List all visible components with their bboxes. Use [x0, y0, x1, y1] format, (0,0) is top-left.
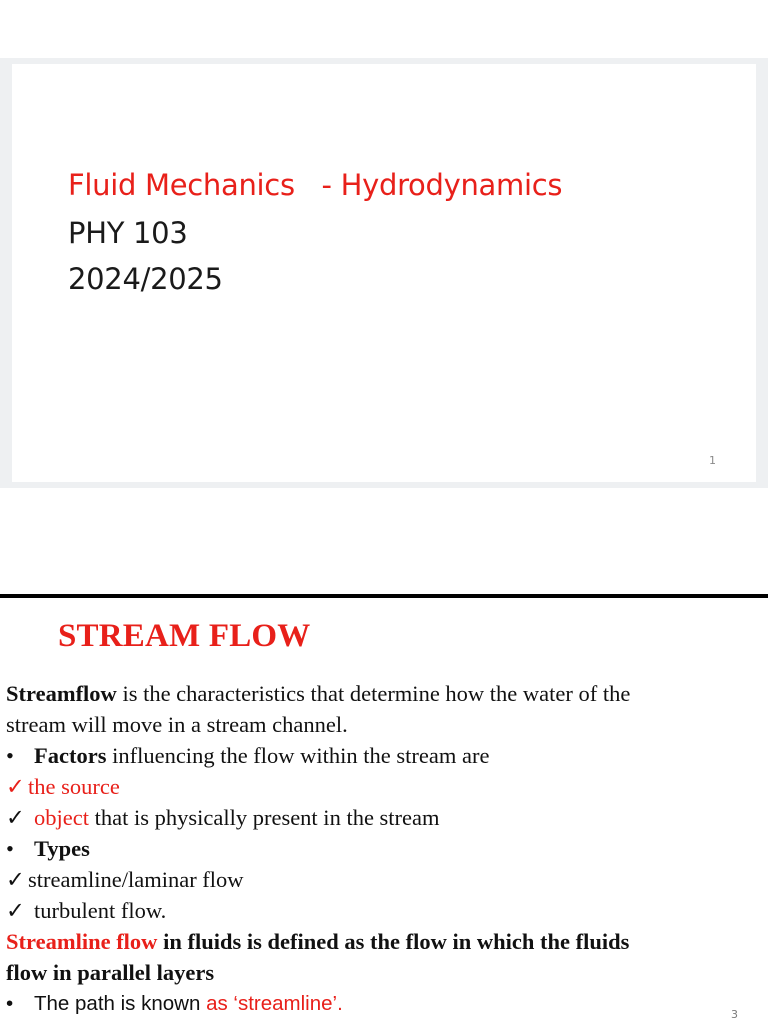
slide-3-page-number: 3 — [731, 1008, 738, 1021]
intro-text: is the characteristics that determine how the water of the — [116, 681, 631, 706]
factor-object-text: that is physically present in the stream — [88, 805, 440, 830]
intro-line-1 — [6, 678, 746, 709]
slide-1 — [12, 64, 756, 482]
bullet-icon: • — [6, 836, 14, 861]
intro-line-2: stream will move in a stream channel. — [6, 712, 348, 737]
definition-term: Streamline flow — [6, 929, 158, 954]
definition-line-1 — [6, 926, 746, 957]
slide-3 — [0, 598, 768, 1024]
list-item — [6, 864, 746, 895]
check-icon: ✓ — [6, 774, 25, 799]
path-text: The path is known — [34, 992, 207, 1015]
types-label: Types — [34, 836, 90, 861]
factors-term: Factors — [34, 743, 107, 768]
list-item — [6, 895, 746, 926]
slide-1-page-number: 1 — [709, 454, 716, 467]
check-icon: ✓ — [6, 898, 25, 923]
list-item — [6, 740, 746, 771]
slide-title: Fluid Mechanics - Hydrodynamics — [68, 168, 563, 202]
definition-line-2: flow in parallel layers — [6, 960, 215, 985]
academic-session: 2024/2025 — [68, 262, 223, 296]
list-item — [6, 988, 746, 1019]
factor-source: the source — [28, 774, 120, 799]
list-item — [6, 771, 746, 802]
list-item — [6, 833, 746, 864]
list-item — [6, 802, 746, 833]
slide-body — [6, 678, 746, 1019]
factor-object-term: object — [34, 805, 89, 830]
course-code: PHY 103 — [68, 216, 188, 250]
type-laminar: streamline/laminar flow — [28, 867, 244, 892]
check-icon: ✓ — [6, 805, 25, 830]
bullet-icon: • — [6, 743, 14, 768]
intro-term: Streamflow — [6, 681, 117, 706]
check-icon: ✓ — [6, 867, 25, 892]
bullet-icon: • — [6, 992, 14, 1015]
type-turbulent: turbulent flow. — [34, 898, 167, 923]
slide-heading: STREAM FLOW — [58, 618, 311, 654]
path-term: as ‘streamline’. — [206, 992, 343, 1015]
factors-text: influencing the flow within the stream are — [106, 743, 490, 768]
definition-text: in fluids is defined as the flow in which the fluids — [157, 929, 630, 954]
